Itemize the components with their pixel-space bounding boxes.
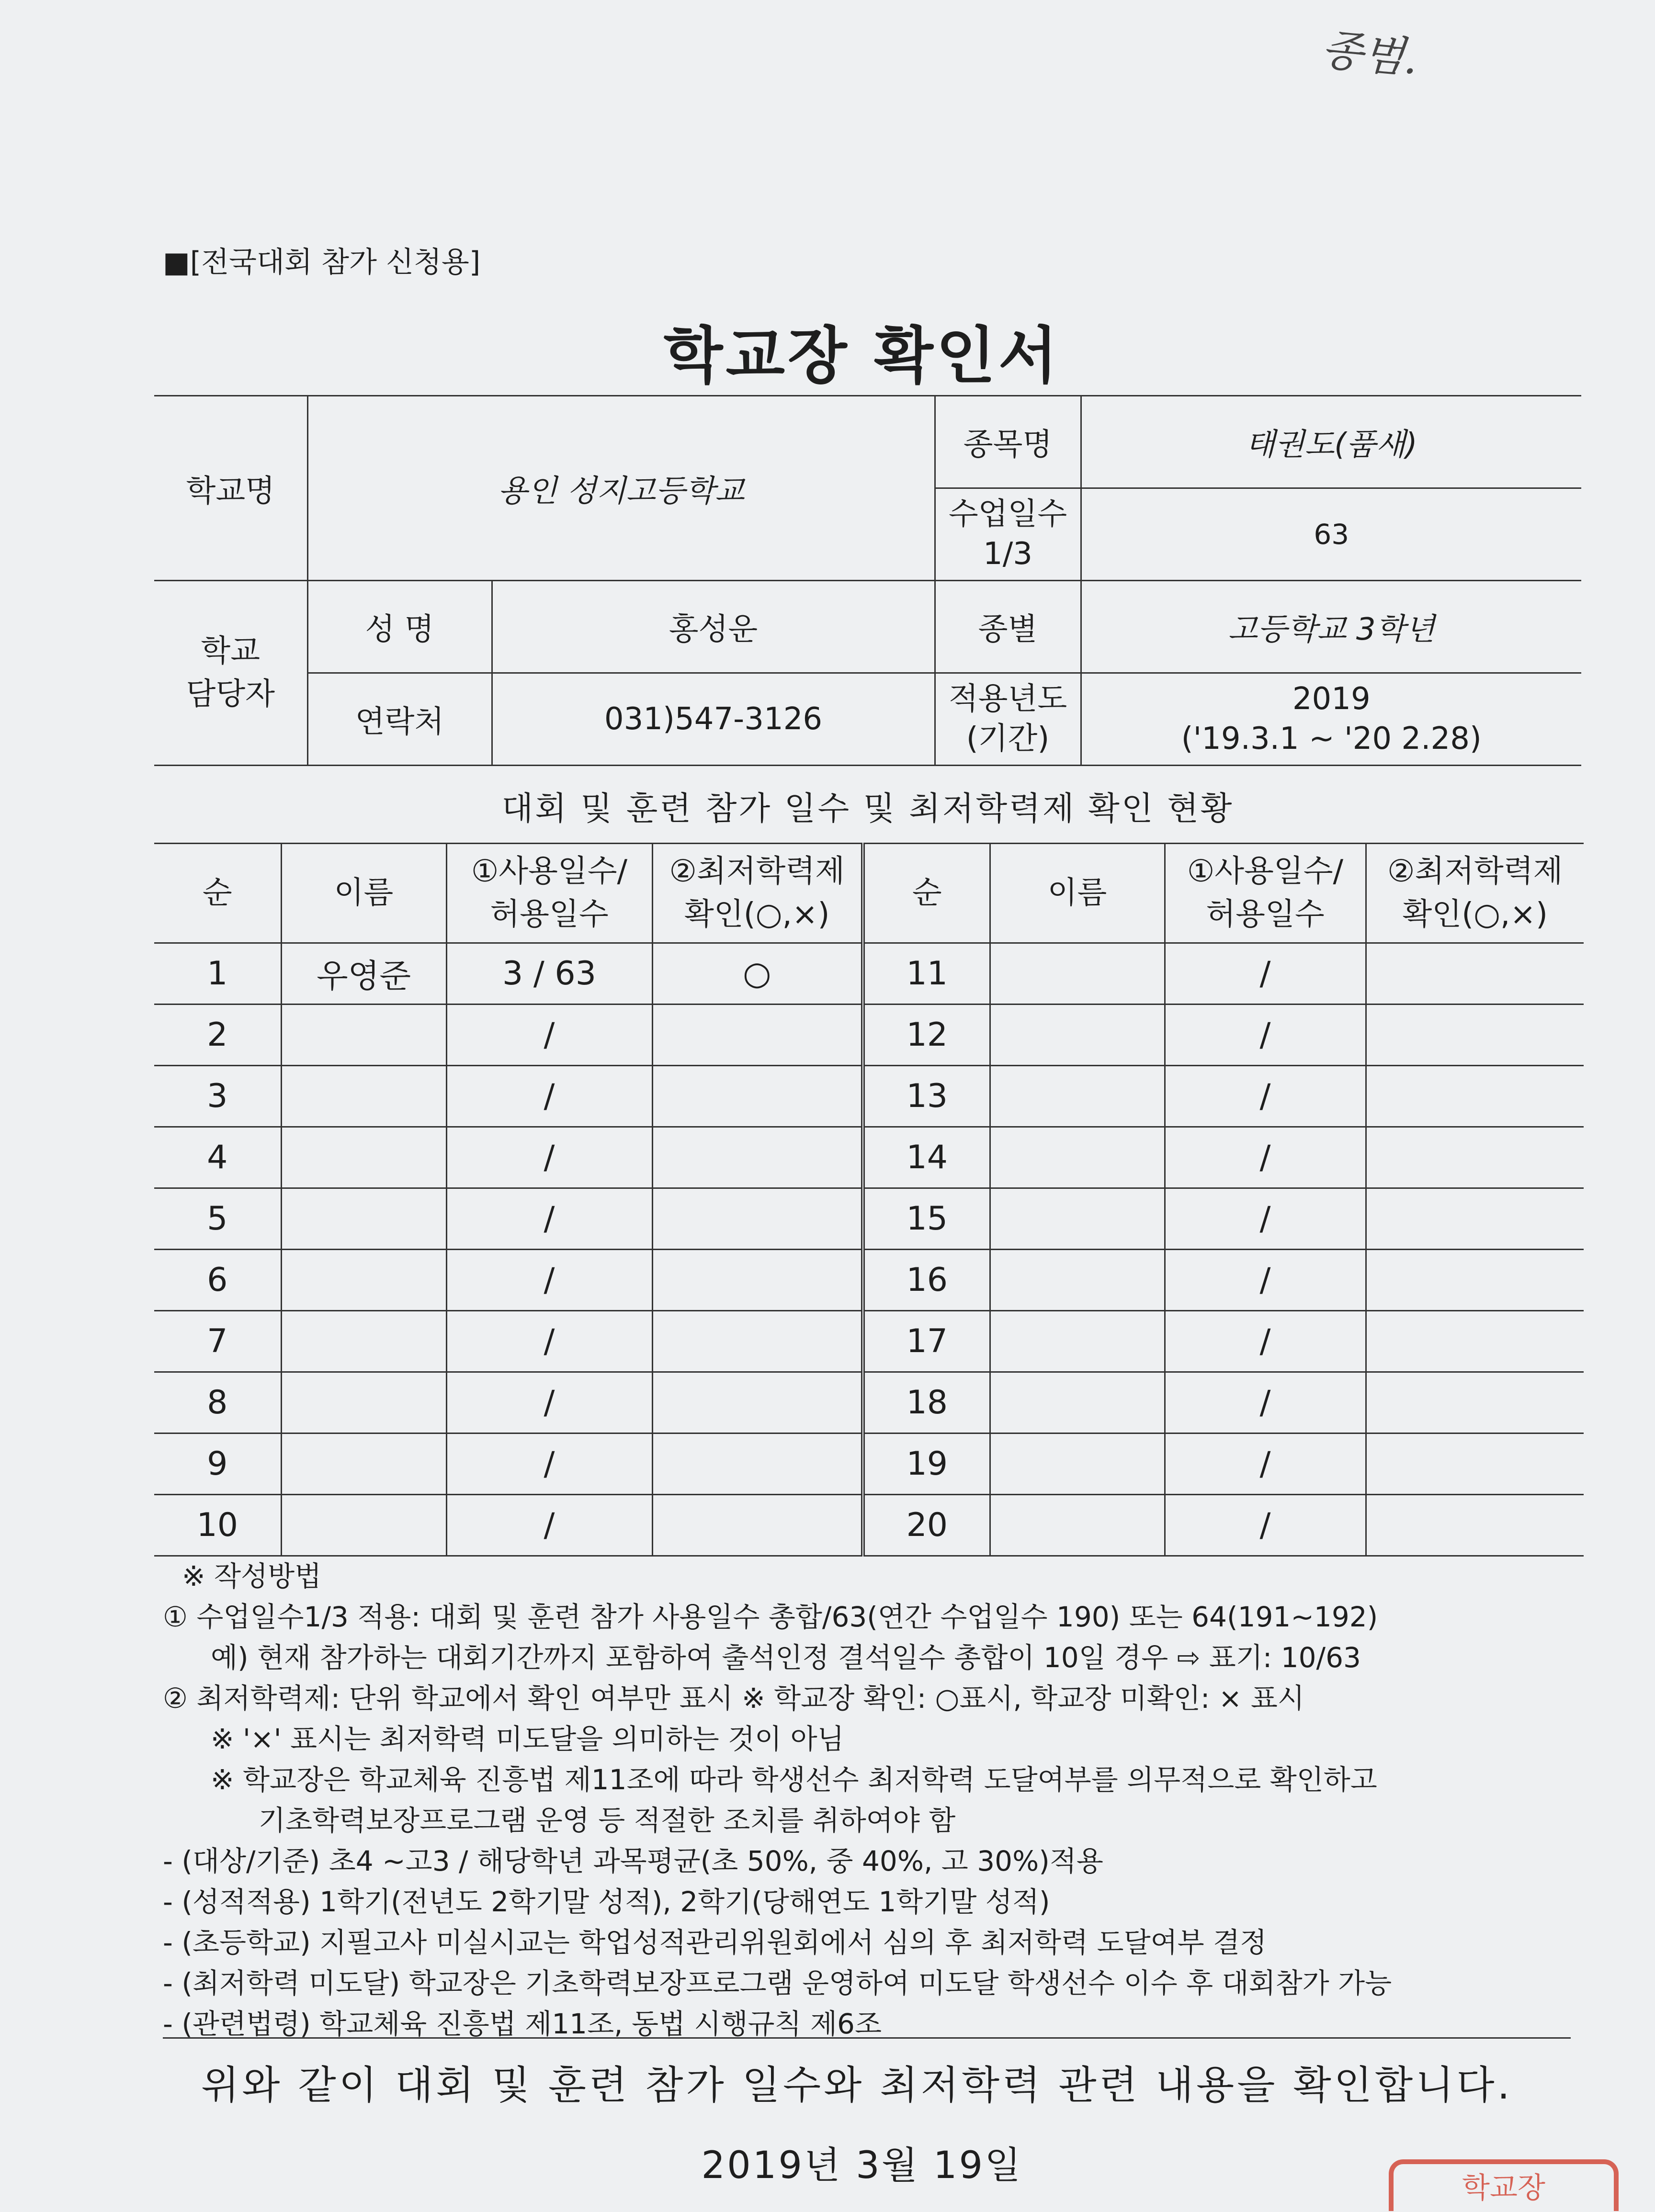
school-name-value: 용인 성지고등학교 [307, 396, 935, 581]
detail-item: - (최저학력 미도달) 학교장은 기초학력보장프로그램 운영하여 미도달 학생선수 이수 후 대회참가 가능 [163, 1967, 1392, 1999]
staff-label: 학교 담당자 [154, 581, 307, 766]
row-name [990, 1188, 1165, 1250]
row-check [1366, 1127, 1584, 1188]
row-name [281, 1004, 446, 1066]
row-no: 19 [863, 1433, 990, 1495]
sport-value: 태권도(품새) [1081, 396, 1581, 488]
row-name [990, 1433, 1165, 1495]
table-row [154, 943, 1584, 1004]
row-days: / [1165, 1188, 1366, 1250]
row-name: 우영준 [281, 943, 446, 1004]
row-name [990, 1250, 1165, 1311]
official-seal: 학교장 [1389, 2159, 1619, 2211]
info-table [154, 395, 1581, 766]
row-no: 6 [154, 1250, 281, 1311]
class-days-value: 63 [1081, 488, 1581, 581]
row-name [281, 1495, 446, 1556]
row-name [990, 1066, 1165, 1127]
row-check [652, 1495, 863, 1556]
staff-name-value: 홍성운 [492, 581, 935, 673]
row-days: / [446, 1188, 652, 1250]
row-name [281, 1433, 446, 1495]
page-title: 학교장 확인서 [663, 320, 1061, 392]
row-no: 10 [154, 1495, 281, 1556]
detail-item: - (초등학교) 지필고사 미실시교는 학업성적관리위원회에서 심의 후 최저학력 도달여부 결정 [163, 1926, 1267, 1959]
row-days: / [446, 1372, 652, 1433]
row-check [1366, 1495, 1584, 1556]
row-no: 3 [154, 1066, 281, 1127]
roster-title: 대회 및 훈련 참가 일수 및 최저학력제 확인 현황 [501, 790, 1234, 828]
row-name [990, 1311, 1165, 1372]
row-check [1366, 1188, 1584, 1250]
header-check: ②최저학력제 확인(○,×) [652, 844, 863, 943]
row-no: 4 [154, 1127, 281, 1188]
row-no: 20 [863, 1495, 990, 1556]
row-no: 16 [863, 1250, 990, 1311]
row-check [1366, 1250, 1584, 1311]
row-no: 13 [863, 1066, 990, 1127]
row-no: 7 [154, 1311, 281, 1372]
instruction-1: ① 수업일수1/3 적용: 대회 및 훈련 참가 사용일수 총합/63(연간 수업일수 190) 또는 64(191~192) [163, 1601, 1378, 1633]
row-check [652, 1311, 863, 1372]
row-check [1366, 943, 1584, 1004]
row-no: 15 [863, 1188, 990, 1250]
row-days: / [1165, 1127, 1366, 1188]
table-row [154, 1250, 1584, 1311]
roster-header-row [154, 844, 1584, 943]
row-no: 2 [154, 1004, 281, 1066]
row-days: / [446, 1250, 652, 1311]
table-row [154, 1188, 1584, 1250]
row-name [990, 1372, 1165, 1433]
row-name [281, 1127, 446, 1188]
form-type-label: ■[전국대회 참가 신청용] [163, 246, 481, 279]
contact-label: 연락처 [307, 673, 492, 766]
table-row [154, 1372, 1584, 1433]
table-row [154, 1433, 1584, 1495]
divider [163, 2037, 1571, 2039]
row-check [1366, 1372, 1584, 1433]
row-check [652, 1372, 863, 1433]
row-days: / [446, 1311, 652, 1372]
row-name [990, 1127, 1165, 1188]
row-days: / [446, 1004, 652, 1066]
row-days: / [446, 1495, 652, 1556]
row-check [652, 1004, 863, 1066]
row-check [652, 1433, 863, 1495]
row-check [1366, 1004, 1584, 1066]
year-value: 2019 ('19.3.1 ~ '20 2.28) [1081, 673, 1581, 766]
instruction-1-example: 예) 현재 참가하는 대회기간까지 포함하여 출석인정 결석일수 총합이 10일 경우 ⇨ 표기: 10/63 [211, 1641, 1361, 1674]
row-check [652, 1250, 863, 1311]
closing-statement: 위와 같이 대회 및 훈련 참가 일수와 최저학력 관련 내용을 확인합니다. [201, 2063, 1513, 2108]
row-no: 8 [154, 1372, 281, 1433]
table-row [154, 1004, 1584, 1066]
row-check [1366, 1311, 1584, 1372]
row-no: 11 [863, 943, 990, 1004]
row-check [1366, 1066, 1584, 1127]
row-check [1366, 1433, 1584, 1495]
detail-item: - (대상/기준) 초4 ~고3 / 해당학년 과목평균(초 50%, 중 40%, 고 30%)적용 [163, 1845, 1103, 1877]
row-days: / [1165, 1433, 1366, 1495]
row-no: 5 [154, 1188, 281, 1250]
row-days: / [1165, 1004, 1366, 1066]
instructions [163, 1556, 1590, 2044]
header-days: ①사용일수/ 허용일수 [446, 844, 652, 943]
row-no: 14 [863, 1127, 990, 1188]
row-days: / [1165, 1066, 1366, 1127]
row-check [652, 1066, 863, 1127]
sport-label: 종목명 [935, 396, 1081, 488]
row-days: / [1165, 1372, 1366, 1433]
staff-name-label: 성 명 [307, 581, 492, 673]
row-no: 12 [863, 1004, 990, 1066]
roster-table [154, 843, 1584, 1557]
row-name [990, 1495, 1165, 1556]
instruction-2-note-b: ※ 학교장은 학교체육 진흥법 제11조에 따라 학생선수 최저학력 도달여부를 의무적으로 확인하고 [211, 1763, 1377, 1796]
issue-date: 2019년 3월 19일 [701, 2144, 1023, 2187]
row-check: ○ [652, 943, 863, 1004]
row-name [281, 1311, 446, 1372]
row-days: / [1165, 1250, 1366, 1311]
row-no: 9 [154, 1433, 281, 1495]
contact-value: 031)547-3126 [492, 673, 935, 766]
row-name [990, 943, 1165, 1004]
class-days-label: 수업일수 1/3 [935, 488, 1081, 581]
instruction-2-note-c: 기초학력보장프로그램 운영 등 적절한 조치를 취하여야 함 [259, 1804, 956, 1837]
school-name-label: 학교명 [154, 396, 307, 581]
detail-item: - (성적적용) 1학기(전년도 2학기말 성적), 2학기(당해연도 1학기말 성적) [163, 1885, 1050, 1918]
table-row [154, 1066, 1584, 1127]
table-row [154, 1311, 1584, 1372]
row-days: / [446, 1127, 652, 1188]
header-no: 순 [863, 844, 990, 943]
header-name: 이름 [990, 844, 1165, 943]
row-no: 1 [154, 943, 281, 1004]
row-name [990, 1004, 1165, 1066]
row-name [281, 1372, 446, 1433]
instruction-2-note-a: ※ '×' 표시는 최저학력 미도달을 의미하는 것이 아님 [211, 1723, 844, 1755]
table-row [154, 1127, 1584, 1188]
year-label: 적용년도 (기간) [935, 673, 1081, 766]
row-check [652, 1127, 863, 1188]
row-days: / [1165, 943, 1366, 1004]
category-value: 고등학교 3학년 [1081, 581, 1581, 673]
row-days: / [1165, 1311, 1366, 1372]
row-name [281, 1188, 446, 1250]
row-days: / [446, 1066, 652, 1127]
header-check: ②최저학력제 확인(○,×) [1366, 844, 1584, 943]
row-no: 17 [863, 1311, 990, 1372]
handwritten-note: 종범. [1319, 24, 1421, 85]
category-label: 종별 [935, 581, 1081, 673]
header-no: 순 [154, 844, 281, 943]
instructions-heading: ※ 작성방법 [182, 1560, 322, 1592]
header-name: 이름 [281, 844, 446, 943]
instruction-2: ② 최저학력제: 단위 학교에서 확인 여부만 표시 ※ 학교장 확인: ○표시, 학교장 미확인: × 표시 [163, 1682, 1304, 1715]
row-days: / [1165, 1495, 1366, 1556]
table-row [154, 1495, 1584, 1556]
row-days: / [446, 1433, 652, 1495]
row-name [281, 1066, 446, 1127]
row-days: 3 / 63 [446, 943, 652, 1004]
header-days: ①사용일수/ 허용일수 [1165, 844, 1366, 943]
row-name [281, 1250, 446, 1311]
row-no: 18 [863, 1372, 990, 1433]
row-check [652, 1188, 863, 1250]
detail-item: - (관련법령) 학교체육 진흥법 제11조, 동법 시행규칙 제6조 [163, 2008, 882, 2040]
